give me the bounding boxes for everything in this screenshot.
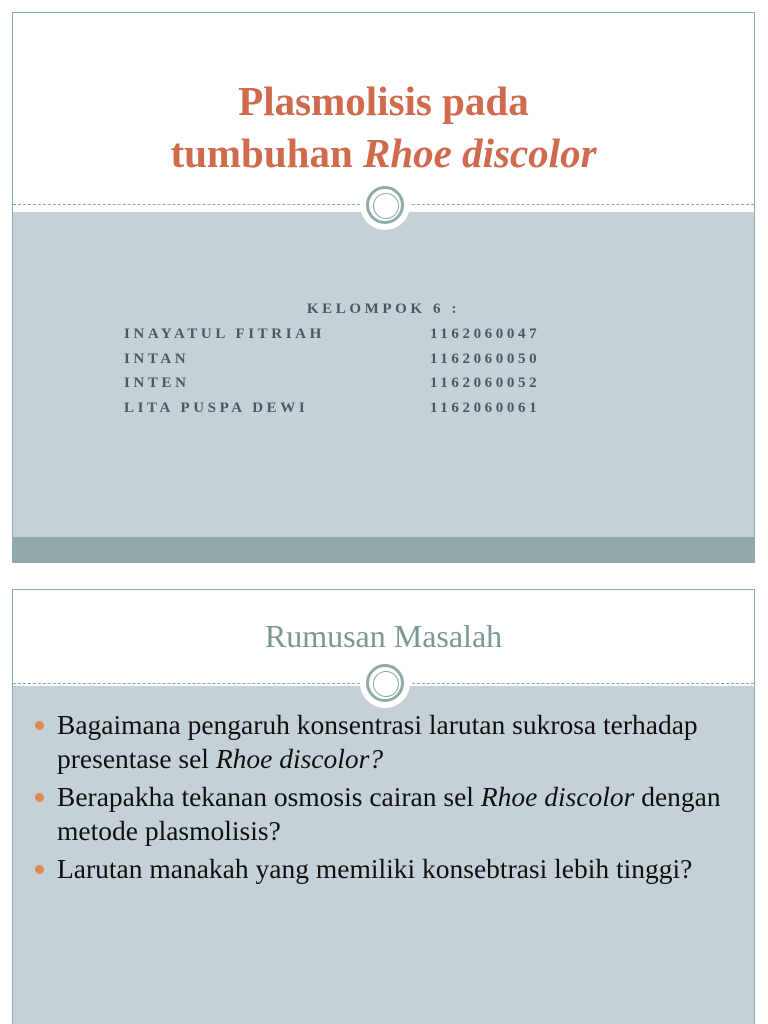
ring-ornament-icon (360, 180, 410, 230)
member-name: INTEN (124, 375, 190, 391)
member-id: 1162060050 (430, 350, 541, 367)
section-title: Rumusan Masalah (264, 618, 503, 654)
group-members (13, 297, 754, 420)
group-heading: KELOMPOK 6 : (306, 301, 461, 317)
bullet-italic-text: Rhoe discolor? (215, 743, 384, 774)
member-row (13, 396, 754, 421)
title-line-2-prefix: tumbuhan (170, 130, 364, 176)
member-id: 1162060052 (430, 375, 541, 391)
ring-ornament-icon (360, 658, 410, 708)
member-name: INTAN (124, 350, 190, 367)
list-item (35, 852, 735, 886)
bullet-text: Larutan manakah yang memiliki konsebtrasi lebih tinggi? (57, 853, 693, 884)
title-line-1: Plasmolisis pada (238, 78, 529, 124)
member-row (13, 322, 754, 347)
presentation-title (13, 75, 754, 179)
bullet-dot-icon (35, 721, 44, 730)
member-name: LITA PUSPA DEWI (124, 399, 309, 416)
bullet-text: Bagaimana pengaruh konsentrasi larutan sukrosa terhadap presentase sel (57, 709, 698, 774)
question-list (35, 708, 735, 890)
list-item (35, 780, 735, 848)
bullet-text-after: dengan metode plasmolisis? (57, 781, 721, 846)
bullet-dot-icon (35, 793, 44, 802)
member-row (13, 347, 754, 372)
bullet-italic-text: Rhoe discolor (480, 781, 635, 812)
list-item (35, 708, 735, 776)
member-row (13, 371, 754, 396)
title-species-name: Rhoe discolor (363, 130, 597, 176)
bullet-dot-icon (35, 865, 44, 874)
member-name: INAYATUL FITRIAH (124, 326, 325, 342)
footer-bar (13, 537, 754, 563)
slide-title (12, 12, 755, 563)
bullet-text: Berapakha tekanan osmosis cairan sel (57, 781, 481, 812)
member-id: 1162060061 (430, 399, 541, 416)
slide-problem-statement (12, 589, 755, 1024)
member-id: 1162060047 (430, 326, 541, 342)
